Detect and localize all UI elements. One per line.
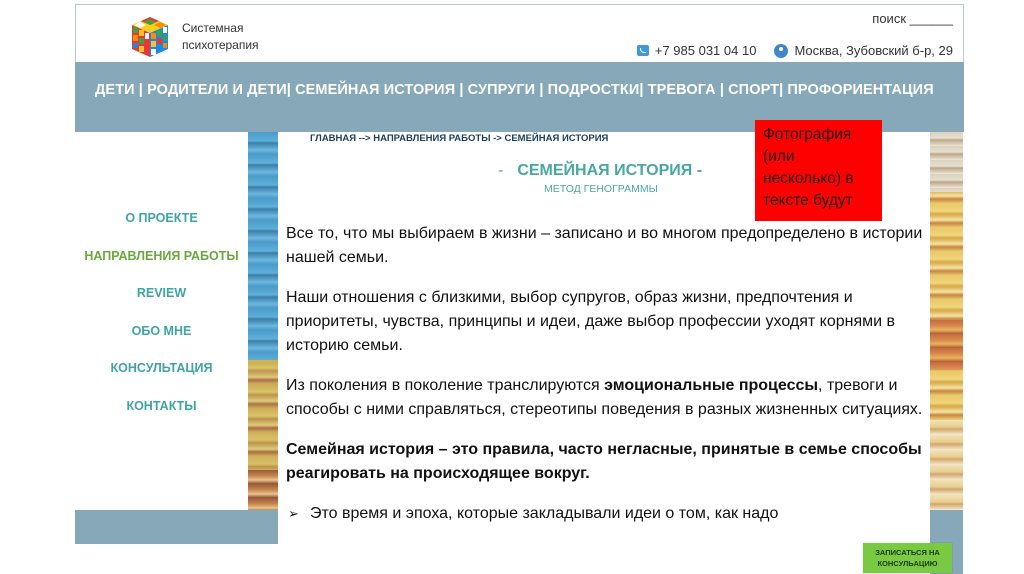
paragraph-2: Наши отношения с близкими, выбор супругов, образ жизни, предпочтения и приоритеты, чувства, принципы и идеи, даже выбор профессии уходят корнями в историю семьи. xyxy=(286,289,896,354)
footer-bar-left xyxy=(75,510,278,544)
search-field[interactable]: поиск ______ xyxy=(872,11,953,26)
right-decorative-texture-top xyxy=(930,132,963,192)
page-title xyxy=(498,162,702,180)
arrow-bullet-icon: ➢ xyxy=(288,506,299,521)
sidebar-item-review[interactable]: REVIEW xyxy=(136,286,187,301)
sidebar-item-about-me[interactable]: ОБО МНЕ xyxy=(131,323,192,338)
logo-line-1: Системная xyxy=(182,21,244,35)
paragraph-4: Семейная история – это правила, часто негласные, принятые в семье способы реагировать на происходящее вокруг. xyxy=(286,441,922,482)
logo-line-2: психотерапия xyxy=(182,38,259,52)
paragraph-3-bold: эмоциональные процессы xyxy=(604,377,819,394)
logo[interactable] xyxy=(128,13,283,61)
nav-links[interactable]: ДЕТИ | РОДИТЕЛИ И ДЕТИ| СЕМЕЙНАЯ ИСТОРИЯ | СУПРУГИ | ПОДРОСТКИ| ТРЕВОГА | СПОРТ| ПРОФОРИЕНТАЦИЯ xyxy=(95,82,934,98)
sidebar-item-consultation[interactable]: КОНСУЛЬТАЦИЯ xyxy=(110,361,213,376)
sidebar-menu xyxy=(75,208,248,434)
contacts xyxy=(637,43,953,58)
logo-text xyxy=(182,20,259,54)
sidebar-item-work-directions[interactable]: НАПРАВЛЕНИЯ РАБОТЫ xyxy=(84,248,239,263)
sidebar-item-contacts[interactable]: КОНТАКТЫ xyxy=(126,398,197,413)
photo-placeholder: Фотография (или несколько) в тексте будут xyxy=(755,120,882,221)
right-decorative-texture-low xyxy=(930,420,963,510)
rubiks-cube-icon xyxy=(128,15,172,59)
title-prefix: - xyxy=(498,162,504,179)
paragraph-3-end: , тревоги и способы с ними справляться, стереотипы поведения в разных жизненных ситуациях. xyxy=(286,377,923,418)
paragraph-3-start: Из поколения в поколение транслируются xyxy=(286,377,605,394)
bullet-item xyxy=(286,502,930,526)
map-pin-icon xyxy=(774,44,788,58)
page-subtitle: МЕТОД ГЕНОГРАММЫ xyxy=(544,183,658,195)
title-text: СЕМЕЙНАЯ ИСТОРИЯ - xyxy=(517,162,703,179)
book-consultation-button[interactable]: ЗАПИСАТЬСЯ НА КОНСУЛЬАЦИЮ xyxy=(863,543,952,573)
bullet-text: Это время и эпоха, которые закладывали идеи о том, как надо xyxy=(310,505,779,522)
phone-icon xyxy=(637,45,649,56)
article-body xyxy=(286,222,930,526)
phone-number[interactable]: +7 985 031 04 10 xyxy=(654,43,757,58)
breadcrumb[interactable]: ГЛАВНАЯ --> НАПРАВЛЕНИЯ РАБОТЫ -> СЕМЕЙНАЯ ИСТОРИЯ xyxy=(310,133,609,144)
address: Москва, Зубовский б-р, 29 xyxy=(794,43,953,58)
right-decorative-texture-mid xyxy=(930,320,963,370)
paragraph-1: Все то, что мы выбираем в жизни – записано и во многом предопределено в истории нашей семьи. xyxy=(286,225,923,266)
sidebar-item-about-project[interactable]: О ПРОЕКТЕ xyxy=(125,211,198,225)
left-decorative-texture-bottom xyxy=(248,470,278,510)
paragraph-3 xyxy=(286,374,930,422)
site-header xyxy=(75,4,964,62)
